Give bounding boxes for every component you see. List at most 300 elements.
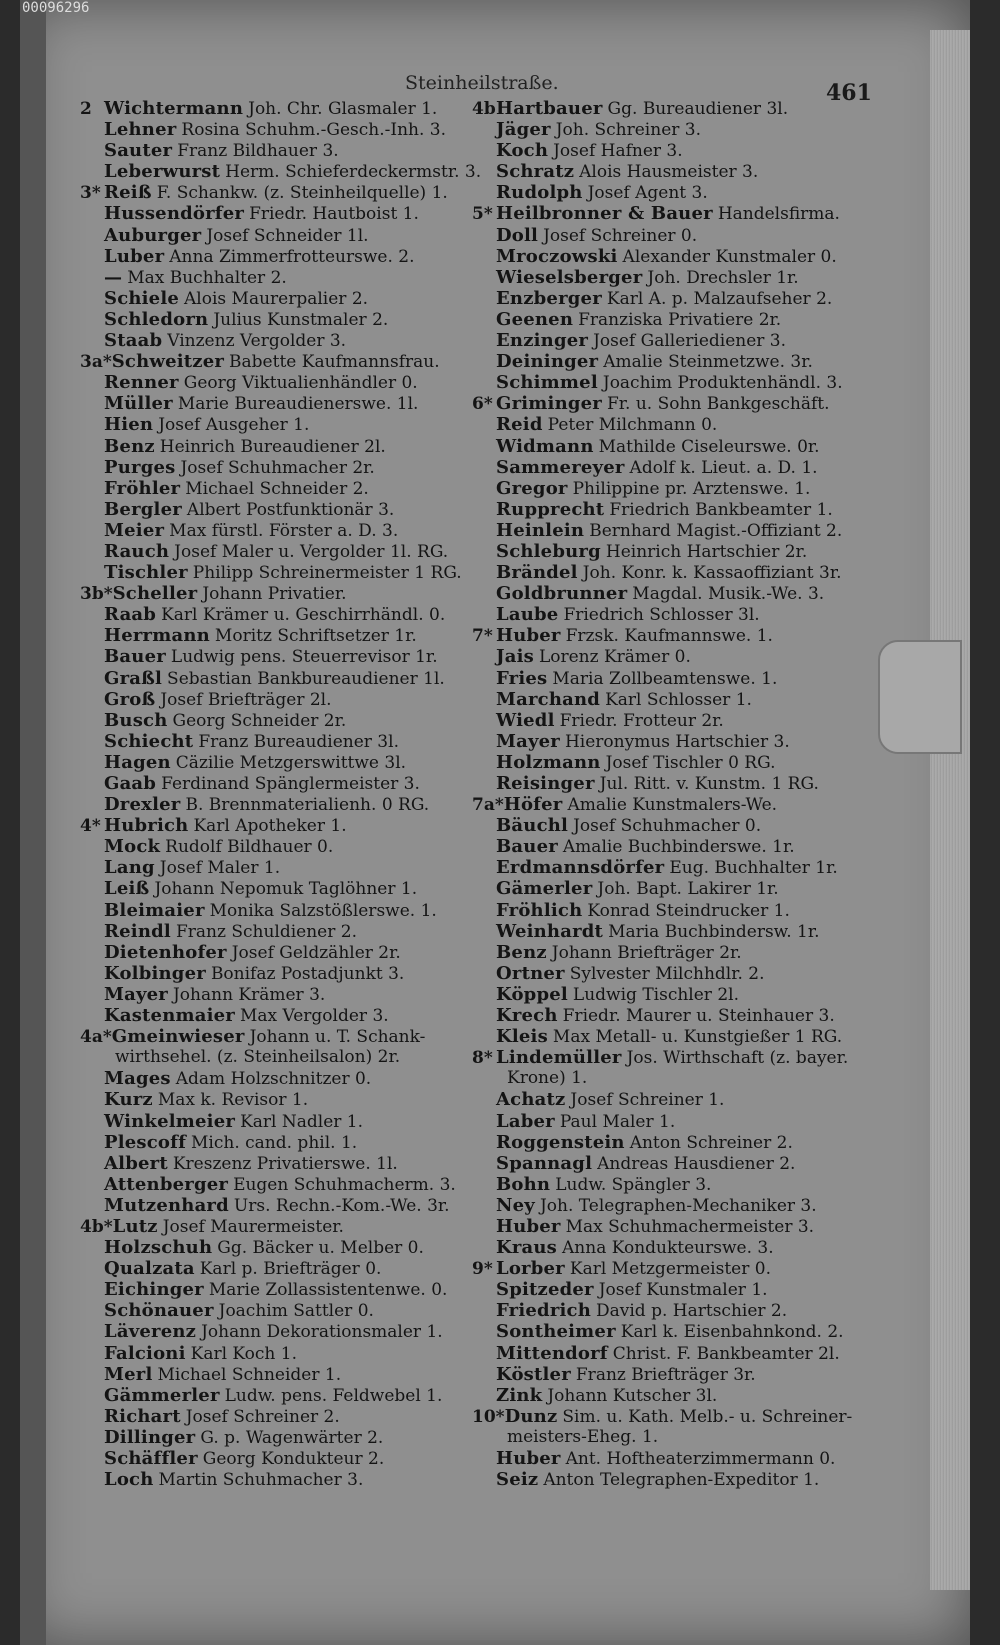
directory-entry (80, 98, 480, 119)
directory-entry (80, 710, 480, 731)
resident-name: Mroczowski (496, 245, 618, 267)
directory-entry (80, 1258, 480, 1279)
right-column (472, 98, 882, 1490)
resident-name: Hien (104, 414, 154, 436)
directory-entry (472, 351, 882, 372)
resident-name: Enzinger (496, 330, 589, 352)
resident-detail: Philippine pr. Arztenswe. 1. (572, 478, 811, 499)
resident-name: Bleimaier (104, 899, 205, 921)
directory-entry (80, 1089, 480, 1110)
resident-detail: Josef Schreiner 2. (185, 1406, 340, 1427)
directory-entry (472, 1089, 882, 1110)
directory-entry (80, 499, 480, 520)
resident-name: Benz (104, 435, 155, 457)
resident-name: Sauter (104, 140, 173, 162)
resident-detail: Max fürstl. Förster a. D. 3. (169, 520, 399, 541)
resident-name: Winkelmeier (104, 1110, 236, 1132)
directory-entry (80, 309, 480, 330)
resident-detail: B. Brennmaterialienh. 0 RG. (185, 795, 430, 816)
resident-detail: Maria Zollbeamtenswe. 1. (552, 668, 778, 689)
resident-detail: Joh. Telegraphen-Mechaniker 3. (539, 1195, 817, 1216)
street-heading: Steinheilstraße. (405, 72, 559, 94)
directory-entry (472, 1174, 882, 1195)
resident-name: Huber (496, 1215, 561, 1237)
resident-detail: Mathilde Ciseleurswe. 0r. (598, 436, 820, 457)
resident-detail: Karl Metzgermeister 0. (569, 1259, 771, 1280)
resident-name: Krech (496, 1005, 558, 1027)
directory-entry (80, 604, 480, 625)
page-id: 00096296 (22, 0, 90, 16)
directory-entry (80, 646, 480, 667)
resident-name: Schiele (104, 287, 180, 309)
resident-detail: Josef Schreiner 0. (543, 225, 698, 246)
resident-name: Leiß (104, 878, 150, 900)
directory-entry (80, 562, 480, 583)
resident-detail: Georg Schneider 2r. (172, 710, 347, 731)
resident-detail: Peter Milchmann 0. (547, 415, 718, 436)
directory-entry (80, 836, 480, 857)
resident-name: Hussendörfer (104, 203, 245, 225)
resident-name: Raab (104, 604, 157, 626)
resident-name: Schweitzer (111, 351, 225, 373)
resident-detail: Josef Tischler 0 RG. (605, 752, 776, 773)
resident-detail: Marie Zollassistentenwe. 0. (208, 1280, 448, 1301)
left-column (80, 98, 480, 1490)
resident-detail: Max Buchhalter 2. (127, 267, 287, 288)
resident-detail: Johann u. T. Schank- (249, 1027, 426, 1048)
house-number: 3a* (80, 352, 112, 373)
resident-detail: Magdal. Musik.-We. 3. (632, 584, 825, 605)
directory-entry (472, 668, 882, 689)
resident-detail: Josef Briefträger 2l. (160, 689, 332, 710)
resident-detail: Josef Schneider 1l. (206, 225, 369, 246)
resident-detail: Konrad Steindrucker 1. (587, 900, 790, 921)
directory-entry (472, 646, 882, 667)
resident-detail: David p. Hartschier 2. (596, 1301, 788, 1322)
directory-entry (472, 393, 882, 414)
resident-name: Eichinger (104, 1279, 204, 1301)
resident-name: Friedrich (496, 1300, 591, 1322)
directory-entry (472, 1047, 882, 1068)
directory-entry (80, 267, 480, 288)
directory-entry (472, 182, 882, 203)
directory-entry (472, 1321, 882, 1342)
resident-name: Kurz (104, 1089, 153, 1111)
resident-detail: Friedrich Schlosser 3l. (563, 605, 760, 626)
resident-name: Merl (104, 1363, 153, 1385)
directory-entry (80, 689, 480, 710)
resident-detail: Julius Kunstmaler 2. (213, 309, 389, 330)
directory-entry (472, 1279, 882, 1300)
resident-name: Benz (496, 941, 547, 963)
directory-entry (472, 520, 882, 541)
adjacent-page-strip (20, 0, 46, 1645)
directory-entry (80, 963, 480, 984)
resident-name: Ney (496, 1194, 535, 1216)
directory-entry (472, 225, 882, 246)
directory-entry (472, 1300, 882, 1321)
resident-name: Roggenstein (496, 1131, 625, 1153)
resident-detail: Adolf k. Lieut. a. D. 1. (629, 457, 818, 478)
resident-detail: Ludw. pens. Feldwebel 1. (224, 1385, 443, 1406)
directory-entry (80, 436, 480, 457)
resident-name: Enzberger (496, 287, 602, 309)
resident-detail: Ant. Hoftheaterzimmermann 0. (565, 1449, 836, 1469)
resident-name: Luber (104, 245, 165, 267)
directory-entry (80, 1026, 480, 1047)
directory-entry (80, 414, 480, 435)
resident-name: Lorber (496, 1258, 565, 1280)
resident-name: Gregor (496, 477, 568, 499)
resident-name: Hubrich (104, 815, 189, 837)
directory-entry (80, 878, 480, 899)
resident-name: Mayer (104, 983, 168, 1005)
resident-detail: Johann Briefträger 2r. (551, 942, 742, 963)
resident-name: Wiedl (496, 709, 555, 731)
resident-name: Herrmann (104, 625, 210, 647)
directory-entry (80, 857, 480, 878)
resident-name: Reisinger (496, 773, 595, 794)
directory-entry (472, 815, 882, 836)
resident-detail: Johann Privatier. (202, 584, 347, 605)
resident-detail: Herm. Schieferdeckermstr. 3. (225, 162, 482, 183)
resident-detail: Josef Maler 1. (159, 858, 281, 879)
resident-detail: Adam Holzschnitzer 0. (175, 1069, 372, 1090)
resident-name: Goldbrunner (496, 583, 628, 605)
resident-detail: Alexander Kunstmaler 0. (622, 246, 837, 267)
directory-entry (80, 1469, 480, 1490)
resident-name: Köstler (496, 1363, 571, 1385)
resident-detail: Josef Agent 3. (587, 183, 708, 204)
directory-entry (472, 731, 882, 752)
directory-entry (80, 1111, 480, 1132)
directory-entry (472, 963, 882, 984)
directory-entry (472, 921, 882, 942)
resident-name: Plescoff (104, 1131, 187, 1153)
directory-entry (472, 1427, 882, 1448)
resident-name: Gämmerler (104, 1384, 220, 1406)
directory-entry (80, 583, 480, 604)
resident-detail: Heinrich Hartschier 2r. (605, 541, 808, 562)
resident-name: Fröhler (104, 477, 181, 499)
resident-name: Jäger (496, 119, 551, 141)
house-number: 2 (80, 99, 92, 119)
directory-entry (80, 1237, 480, 1258)
directory-entry (472, 1406, 882, 1427)
resident-name: Sammereyer (496, 456, 625, 478)
resident-detail: Georg Kondukteur 2. (202, 1449, 385, 1469)
book-edge (930, 30, 970, 1590)
directory-entry (80, 140, 480, 161)
resident-detail: meisters-Eheg. 1. (507, 1426, 659, 1447)
resident-detail: Ludwig pens. Steuerrevisor 1r. (170, 647, 438, 668)
resident-detail: Friedr. Hautboist 1. (249, 204, 419, 225)
resident-name: Müller (104, 393, 173, 415)
resident-name: Gaab (104, 773, 157, 794)
resident-name: — (104, 266, 123, 288)
directory-entry (472, 1068, 882, 1089)
resident-detail: Paul Maler 1. (559, 1111, 676, 1132)
resident-name: Hartbauer (496, 98, 603, 119)
house-number: 5* (472, 204, 493, 225)
resident-name: Drexler (104, 794, 181, 816)
directory-entry (80, 731, 480, 752)
resident-detail: Franz Bureaudiener 3l. (198, 731, 399, 752)
resident-name: Tischler (104, 562, 188, 584)
directory-entry (472, 1364, 882, 1385)
directory-entry (472, 541, 882, 562)
resident-detail: Jul. Ritt. v. Kunstm. 1 RG. (599, 774, 819, 794)
directory-entry (80, 794, 480, 815)
resident-detail: Joh. Schreiner 3. (555, 120, 702, 141)
resident-detail: Vinzenz Vergolder 3. (167, 331, 347, 352)
resident-detail: Sylvester Milchhdlr. 2. (569, 963, 765, 984)
resident-detail: Johann Krämer 3. (172, 984, 326, 1005)
directory-entry (80, 1216, 480, 1237)
resident-detail: Karl p. Briefträger 0. (199, 1259, 382, 1280)
directory-entry (472, 1111, 882, 1132)
resident-name: Rauch (104, 540, 170, 562)
resident-detail: Amalie Buchbinderswe. 1r. (562, 837, 795, 858)
resident-detail: Jos. Wirthschaft (z. bayer. (626, 1048, 849, 1069)
resident-detail: Josef Galleriediener 3. (593, 331, 787, 352)
resident-name: Lang (104, 857, 155, 879)
resident-detail: Joh. Drechsler 1r. (647, 267, 799, 288)
directory-entry (80, 1068, 480, 1089)
directory-entry (80, 921, 480, 942)
resident-detail: Joh. Chr. Glasmaler 1. (248, 99, 438, 119)
directory-entry (472, 414, 882, 435)
directory-entry (472, 900, 882, 921)
resident-detail: Karl Nadler 1. (240, 1111, 364, 1132)
resident-name: Spitzeder (496, 1279, 594, 1301)
resident-detail: Josef Schuhmacher 0. (573, 816, 762, 837)
resident-name: Gmeinwieser (111, 1026, 245, 1048)
resident-name: Sontheimer (496, 1321, 616, 1343)
page-tab (878, 640, 962, 754)
resident-detail: Babette Kaufmannsfrau. (229, 352, 440, 373)
resident-detail: Eug. Buchhalter 1r. (669, 858, 838, 879)
resident-detail: Franz Schuldiener 2. (175, 921, 357, 942)
resident-detail: Johann Dekorationsmaler 1. (201, 1322, 443, 1343)
resident-detail: Michael Schneider 1. (157, 1364, 342, 1385)
resident-name: Auburger (104, 224, 202, 246)
resident-detail: Ludwig Tischler 2l. (572, 984, 739, 1005)
directory-entry (472, 752, 882, 773)
resident-name: Lindemüller (496, 1047, 622, 1069)
resident-detail: Amalie Steinmetzwe. 3r. (603, 352, 813, 373)
directory-entry (472, 583, 882, 604)
resident-name: Staab (104, 330, 163, 352)
page-number: 461 (826, 80, 872, 106)
directory-entry (472, 203, 882, 224)
directory-entry (80, 393, 480, 414)
directory-entry (472, 1195, 882, 1216)
resident-detail: Christ. F. Bankbeamter 2l. (612, 1343, 840, 1364)
directory-entry (472, 562, 882, 583)
resident-detail: Anton Schreiner 2. (629, 1132, 793, 1153)
resident-name: Attenberger (104, 1173, 229, 1195)
resident-name: Rudolph (496, 182, 583, 204)
directory-entry (472, 942, 882, 963)
resident-name: Achatz (496, 1089, 566, 1111)
directory-entry (80, 1047, 480, 1068)
resident-detail: Heinrich Bureaudiener 2l. (159, 436, 386, 457)
directory-entry (472, 436, 882, 457)
resident-name: Groß (104, 688, 156, 710)
resident-name: Mittendorf (496, 1342, 608, 1364)
resident-detail: Josef Maler u. Vergolder 1l. RG. (174, 541, 449, 562)
directory-entry (80, 520, 480, 541)
resident-detail: Handelsfirma. (717, 204, 840, 225)
resident-detail: Karl A. p. Malzaufseher 2. (606, 288, 833, 309)
resident-name: Widmann (496, 435, 594, 457)
directory-entry (472, 161, 882, 182)
resident-name: Schimmel (496, 372, 598, 394)
resident-name: Mages (104, 1068, 171, 1090)
resident-name: Schledorn (104, 308, 209, 330)
resident-name: Heilbronner & Bauer (496, 203, 713, 225)
resident-name: Dietenhofer (104, 941, 227, 963)
house-number: 8* (472, 1048, 493, 1069)
resident-name: Bohn (496, 1173, 551, 1195)
directory-entry (80, 1195, 480, 1216)
directory-entry (472, 1343, 882, 1364)
resident-detail: Joh. Bapt. Lakirer 1r. (597, 879, 779, 900)
house-number: 7a* (472, 795, 504, 816)
directory-entry (472, 1026, 882, 1047)
resident-detail: Anton Telegraphen-Expeditor 1. (543, 1470, 820, 1491)
directory-entry (80, 942, 480, 963)
resident-name: Dillinger (104, 1426, 196, 1448)
resident-name: Lehner (104, 119, 177, 141)
house-number: 3* (80, 183, 101, 204)
resident-detail: Karl k. Eisenbahnkond. 2. (620, 1322, 844, 1343)
resident-name: Mayer (496, 730, 560, 752)
resident-detail: Anna Kondukteurswe. 3. (562, 1238, 774, 1259)
resident-name: Graßl (104, 667, 163, 689)
resident-name: Köppel (496, 983, 568, 1005)
directory-entry (472, 1448, 882, 1469)
resident-name: Purges (104, 456, 176, 478)
resident-detail: F. Schankw. (z. Steinheilquelle) 1. (156, 183, 448, 204)
resident-name: Seiz (496, 1469, 539, 1491)
resident-detail: Martin Schuhmacher 3. (158, 1470, 364, 1491)
resident-name: Deininger (496, 351, 599, 373)
resident-name: Doll (496, 224, 539, 246)
resident-detail: Franz Bildhauer 3. (177, 141, 339, 162)
directory-entry (472, 1216, 882, 1237)
resident-name: Schönauer (104, 1300, 214, 1322)
directory-entry (80, 288, 480, 309)
resident-name: Wichtermann (104, 98, 244, 119)
directory-entry (472, 140, 882, 161)
directory-entry (472, 267, 882, 288)
house-number: 9* (472, 1259, 493, 1280)
resident-name: Holzmann (496, 751, 601, 773)
directory-entry (80, 246, 480, 267)
resident-detail: Hieronymus Hartschier 3. (564, 731, 790, 752)
resident-name: Bergler (104, 498, 182, 520)
resident-name: Gämerler (496, 878, 593, 900)
resident-name: Laube (496, 604, 559, 626)
directory-entry (472, 1385, 882, 1406)
resident-detail: Georg Viktualienhändler 0. (183, 373, 418, 394)
directory-entry (80, 225, 480, 246)
resident-detail: Josef Schreiner 1. (570, 1090, 725, 1111)
directory-entry (80, 1406, 480, 1427)
directory-entry (472, 457, 882, 478)
house-number: 7* (472, 626, 493, 647)
directory-entry (80, 372, 480, 393)
resident-name: Jais (496, 646, 534, 668)
resident-detail: Gg. Bureaudiener 3l. (607, 99, 789, 119)
directory-entry (472, 478, 882, 499)
resident-name: Reid (496, 414, 543, 436)
resident-name: Mutzenhard (104, 1194, 229, 1216)
resident-detail: Josef Hafner 3. (553, 141, 683, 162)
resident-detail: Kreszenz Privatierswe. 1l. (172, 1153, 398, 1174)
resident-detail: Albert Postfunktionär 3. (186, 499, 395, 520)
directory-entry (472, 1153, 882, 1174)
resident-detail: Mich. cand. phil. 1. (191, 1132, 358, 1153)
directory-entry (472, 119, 882, 140)
directory-entry (80, 625, 480, 646)
directory-entry (80, 351, 480, 372)
resident-detail: Michael Schneider 2. (185, 478, 369, 499)
resident-detail: Karl Krämer u. Geschirrhändl. 0. (161, 605, 446, 626)
resident-detail: Josef Geldzähler 2r. (231, 942, 401, 963)
resident-name: Kraus (496, 1237, 558, 1259)
resident-name: Reindl (104, 920, 171, 942)
resident-name: Scheller (112, 583, 198, 605)
resident-detail: Ferdinand Spänglermeister 3. (161, 774, 420, 794)
directory-entry (472, 1258, 882, 1279)
resident-detail: Bonifaz Postadjunkt 3. (210, 963, 405, 984)
resident-detail: Philipp Schreinermeister 1 RG. (192, 563, 462, 584)
resident-detail: Rudolf Bildhauer 0. (165, 837, 334, 858)
directory-entry (80, 478, 480, 499)
directory-entry (80, 815, 480, 836)
directory-entry (472, 878, 882, 899)
resident-detail: Rosina Schuhm.-Gesch.-Inh. 3. (181, 120, 447, 141)
resident-detail: Alois Maurerpalier 2. (184, 288, 369, 309)
resident-name: Leberwurst (104, 161, 221, 183)
resident-detail: Moritz Schriftsetzer 1r. (214, 626, 417, 647)
resident-detail: Friedrich Bankbeamter 1. (609, 499, 833, 520)
house-number: 4a* (80, 1027, 112, 1048)
resident-detail: Fr. u. Sohn Bankgeschäft. (607, 394, 830, 415)
resident-name: Erdmannsdörfer (496, 857, 665, 879)
resident-detail: Sebastian Bankbureaudiener 1l. (167, 668, 445, 689)
directory-entry (80, 1132, 480, 1153)
resident-detail: Johann Nepomuk Taglöhner 1. (154, 879, 418, 900)
directory-entry (472, 309, 882, 330)
directory-entry (472, 857, 882, 878)
resident-name: Kastenmaier (104, 1005, 235, 1027)
resident-detail: Monika Salzstößlerswe. 1. (209, 900, 437, 921)
resident-detail: Franz Briefträger 3r. (575, 1364, 756, 1385)
resident-name: Bauer (104, 646, 166, 668)
directory-entry (472, 836, 882, 857)
resident-name: Dunz (504, 1405, 558, 1427)
resident-detail: Max Vergolder 3. (239, 1006, 389, 1027)
resident-name: Heinlein (496, 519, 585, 541)
directory-entry (80, 1343, 480, 1364)
directory-entry (80, 457, 480, 478)
resident-detail: Josef Schuhmacher 2r. (180, 457, 375, 478)
directory-entry (472, 246, 882, 267)
